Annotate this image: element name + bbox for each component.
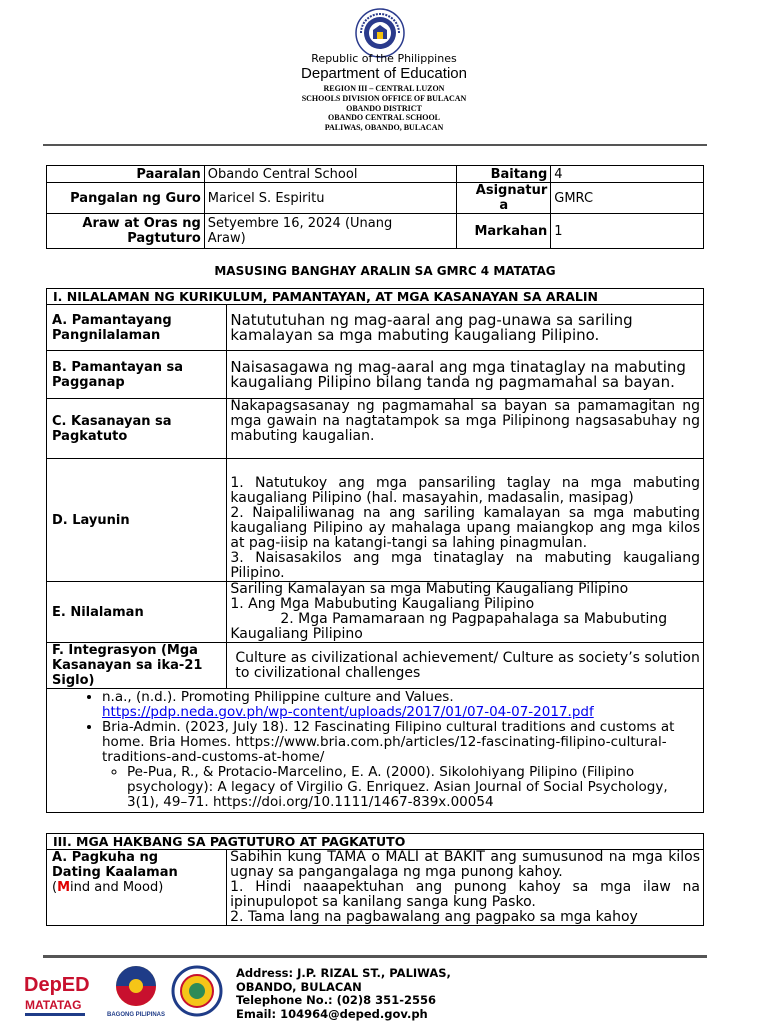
row-c-label: [47, 399, 227, 459]
references-cell: [47, 689, 704, 813]
asignatura-label-line2: a: [499, 198, 509, 213]
araw-label-line2: Pagtuturo: [127, 231, 201, 246]
baitang-label: Baitang: [457, 166, 551, 183]
row-3a-label-line2: Dating Kaalaman: [52, 865, 178, 880]
row-c-label-line1: C. Kasanayan sa: [52, 413, 172, 429]
guro-label: Pangalan ng Guro: [47, 183, 205, 214]
footer-contact: [236, 967, 451, 1021]
row-e-label: E. Nilalaman: [47, 582, 227, 643]
reference-item: [102, 690, 700, 720]
row-b-label-line2: Pagganap: [52, 374, 125, 390]
header-rule: [43, 144, 707, 146]
references-sublist: [102, 765, 700, 810]
row-d-cell: [227, 459, 704, 582]
mind-and-mood-label: [52, 880, 223, 895]
nilalaman-line-1: Sariling Kamalayan sa mga Mabuting Kaugaliang Pilipino: [230, 581, 629, 597]
header-address: PALIWAS, OBANDO, BULACAN: [324, 122, 444, 132]
reference-1-text: n.a., (n.d.). Promoting Philippine culture and Values.: [102, 689, 454, 705]
layunin-item-3: 3. Naisasakilos ang mga tinataglay na mabuting kaugaliang Pilipino.: [230, 550, 700, 581]
footer-address-line2: OBANDO, BULACAN: [236, 979, 362, 994]
reference-item: [127, 765, 700, 810]
procedure-table: [46, 833, 704, 926]
footer-address-line1: Address: J.P. RIZAL ST., PALIWAS,: [236, 966, 451, 980]
row-3a-cell: [227, 850, 704, 926]
activity-item-2: 2. Tama lang na pagbawalang ang pagpako sa mga kahoy: [230, 909, 638, 925]
reference-1-link[interactable]: https://pdp.neda.gov.ph/wp-content/uploads/2017/01/07-04-07-2017.pdf: [102, 704, 594, 720]
row-3a-label: [47, 850, 227, 926]
republic-line: Republic of the Philippines: [311, 52, 457, 65]
mind-and-mood-rest: ind and Mood): [70, 880, 164, 895]
row-b-label-line1: B. Pamantayan sa: [52, 359, 184, 375]
row-d-label: D. Layunin: [47, 459, 227, 582]
reference-2-text: Bria-Admin. (2023, July 18). 12 Fascinating Filipino cultural traditions and customs at home. Bria Homes. https://www.bria.com.ph/articles/12-fascinating-filipino-cultural-traditions-and-customs-at-home/: [102, 719, 675, 765]
layunin-item-2: 2. Naipaliliwanag na ang sariling kamalayan sa mga mabuting kaugaliang Pilipino ay mahalaga upang maiangkop ang mga kilos at pag-iisip na katangi-tangi sa lahing pinagmulan.: [230, 505, 700, 551]
deped-matatag-logo-icon: [22, 967, 90, 1017]
footer-telephone: Telephone No.: (02)8 351-2556: [236, 993, 436, 1007]
markahan-value: 1: [551, 214, 704, 249]
reference-3-text: Pe-Pua, R., & Protacio-Marcelino, E. A. (2000). Sikolohiyang Pilipino (Filipino psychology): A legacy of Virgilio G. Enriquez. Asian Journal of Social Psychology, 3(1), 49–71. https://doi.org/10.1111/1467-839x.00054: [127, 764, 668, 810]
nilalaman-line-2: 1. Ang Mga Mabubuting Kaugaliang Pilipino: [230, 596, 535, 612]
araw-label: [47, 214, 205, 249]
references-list: [50, 690, 700, 810]
matatag-logo-text: MATATAG: [25, 998, 82, 1012]
row-a-label: [47, 305, 227, 351]
araw-label-line1: Araw at Oras ng: [82, 216, 201, 231]
row-3a-label-line1: A. Pagkuha ng: [52, 850, 159, 865]
activity-instruction: Sabihin kung TAMA o MALI at BAKIT ang sumusunod na mga kilos ugnay sa pangangalaga ng mga punong kahoy.: [230, 849, 700, 880]
asignatura-label-line1: Asignatur: [475, 183, 548, 198]
footer-email: Email: 104964@deped.gov.ph: [236, 1006, 428, 1021]
row-b-text: Naisasagawa ng mag-aaral ang mga tinataglay na mabuting kaugaliang Pilipino bilang tanda ng pagmamahal sa bayan.: [227, 351, 704, 399]
row-a-label-line2: Pangnilalaman: [52, 327, 161, 343]
header-region: REGION III – CENTRAL LUZON: [323, 84, 445, 93]
paaralan-value: Obando Central School: [204, 166, 457, 183]
guro-value: Maricel S. Espiritu: [204, 183, 457, 214]
lesson-info-table: [46, 165, 704, 249]
deped-logo-text: DepED: [24, 974, 90, 996]
header-district: OBANDO DISTRICT: [346, 103, 422, 113]
row-e-cell: [227, 582, 704, 643]
araw-value-line2: Araw): [207, 231, 246, 246]
row-f-label: F. Integrasyon (Mga Kasanayan sa ika-21 Siglo): [47, 643, 227, 689]
section3-heading: III. MGA HAKBANG SA PAGTUTURO AT PAGKATUTO: [47, 834, 704, 850]
row-a-text: Natututuhan ng mag-aaral ang pag-unawa sa sariling kamalayan sa mga mabuting kaugaliang Pilipino.: [227, 305, 704, 351]
footer-rule: [43, 955, 707, 958]
reference-item: [102, 720, 700, 810]
section1-heading: I. NILALAMAN NG KURIKULUM, PAMANTAYAN, AT MGA KASANAYAN SA ARALIN: [47, 289, 704, 305]
bagong-pilipinas-text: BAGONG PILIPINAS: [107, 1012, 165, 1018]
row-f-text: Culture as civilizational achievement/ Culture as society’s solution to civilizational challenges: [227, 643, 704, 689]
document-title: MASUSING BANGHAY ARALIN SA GMRC 4 MATATAG: [214, 264, 556, 278]
row-a-label-line1: A. Pamantayang: [52, 312, 172, 328]
header-division: SCHOOLS DIVISION OFFICE OF BULACAN: [301, 94, 467, 103]
activity-item-1: 1. Hindi naaapektuhan ang punong kahoy sa mga ilaw na ipinupulopot sa kanilang sanga kung Pasko.: [230, 879, 700, 910]
nilalaman-line-3: 2. Mga Pamamaraan ng Pagpapahalaga sa Mabubuting Kaugaliang Pilipino: [230, 611, 668, 642]
row-b-label: [47, 351, 227, 399]
paren-open: (: [52, 880, 58, 895]
curriculum-table: [46, 288, 704, 813]
row-c-label-line2: Pagkatuto: [52, 428, 128, 444]
deped-seal-icon: [355, 8, 405, 58]
row-c-text: Nakapagsasanay ng pagmamahal sa bayan sa pamamagitan ng mga gawain na nagtatampok sa mga Pilipinong nagsasabuhay ng mabuting kaugalian.: [227, 399, 704, 459]
header-school: OBANDO CENTRAL SCHOOL: [327, 113, 441, 122]
araw-value: [204, 214, 457, 249]
layunin-item-1: 1. Natutukoy ang mga pansariling taglay na mga mabuting kaugaliang Pilipino (hal. masayahin, madasalin, masipag): [230, 475, 700, 506]
mind-letter-m: M: [57, 880, 71, 895]
asignatura-value: GMRC: [551, 183, 704, 214]
department-title: Department of Education: [301, 65, 467, 82]
bagong-pilipinas-logo-icon: [107, 962, 165, 1020]
araw-value-line1: Setyembre 16, 2024 (Unang: [207, 216, 393, 231]
school-seal-icon: [166, 965, 228, 1017]
baitang-value: 4: [551, 166, 704, 183]
asignatura-label: [457, 183, 551, 214]
paaralan-label: Paaralan: [47, 166, 205, 183]
markahan-label: Markahan: [457, 214, 551, 249]
